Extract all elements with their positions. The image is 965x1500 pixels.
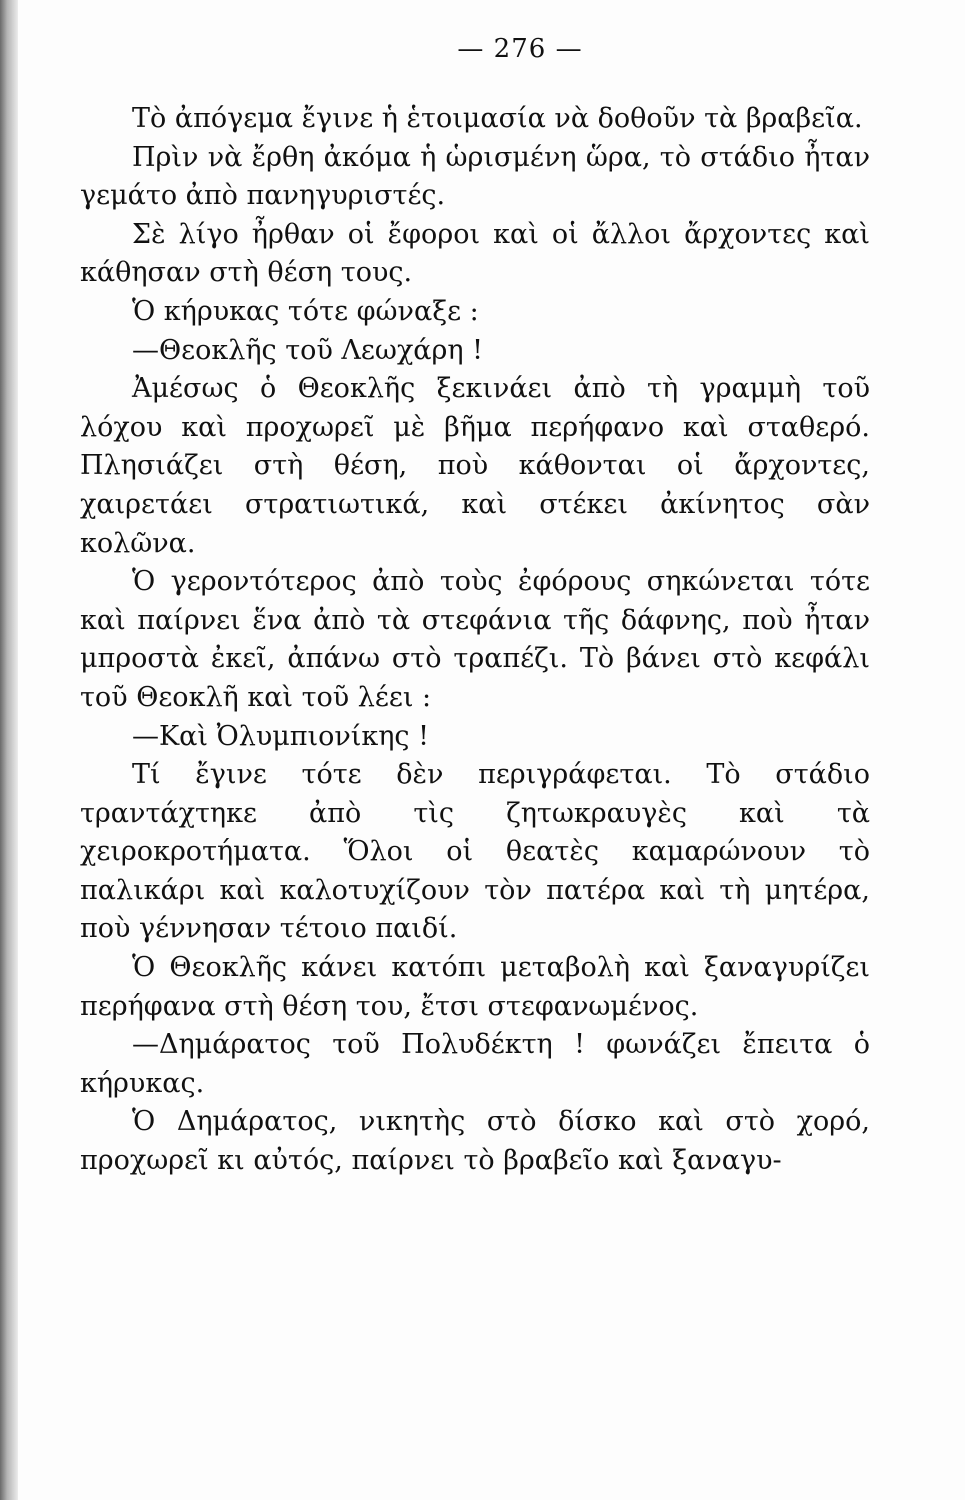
paragraph: —Δημάρατος τοῦ Πολυδέκτη ! φωνάζει ἔπειτα ὁ κήρυκας. xyxy=(80,1029,870,1099)
paragraph: —Θεοκλῆς τοῦ Λεωχάρη ! xyxy=(132,334,484,366)
paragraph: Τί ἔγινε τότε δὲν περιγράφεται. Τὸ στάδιο τραντάχτηκε ἀπὸ τὶς ζητωκραυγὲς καὶ τὰ χειροκροτήματα. Ὅλοι οἱ θεατὲς καμαρώνουν τὸ παλικάρι καὶ καλοτυχίζουν τὸν πατέρα καὶ τὴ μητέρα, ποὺ γέννησαν τέτοιο παιδί. xyxy=(80,759,870,945)
paragraph: Ὁ Θεοκλῆς κάνει κατόπι μεταβολὴ καὶ ξαναγυρίζει περήφανα στὴ θέση του, ἔτσι στεφανωμένος. xyxy=(80,952,870,1022)
page-binding-edge xyxy=(0,0,18,1500)
paragraph: —Καὶ Ὀλυμπιονίκης ! xyxy=(132,720,429,752)
paragraph: Ὁ Δημάρατος, νικητὴς στὸ δίσκο καὶ στὸ χορό, προχωρεῖ κι αὐτός, παίρνει τὸ βραβεῖο καὶ ξαναγυ- xyxy=(80,1106,870,1177)
paragraph: Ἀμέσως ὁ Θεοκλῆς ξεκινάει ἀπὸ τὴ γραμμὴ τοῦ λόχου καὶ προχωρεῖ μὲ βῆμα περήφανο καὶ σταθερό. Πλησιάζει στὴ θέση, ποὺ κάθονται οἱ ἄρχοντες, χαιρετάει στρατιωτικά, καὶ στέκει ἀκίνητος σὰν κολῶνα. xyxy=(80,373,870,559)
paragraph: Πρὶν νὰ ἔρθη ἀκόμα ἡ ὡρισμένη ὥρα, τὸ στάδιο ἦταν γεμάτο ἀπὸ πανηγυριστές. xyxy=(80,141,870,212)
paragraph: Σὲ λίγο ἦρθαν οἱ ἔφοροι καὶ οἱ ἄλλοι ἄρχοντες καὶ κάθησαν στὴ θέση τους. xyxy=(80,218,870,289)
paragraph: Ὁ κήρυκας τότε φώναξε : xyxy=(132,295,479,327)
paragraph: Τὸ ἀπόγεμα ἔγινε ἡ ἑτοιμασία νὰ δοθοῦν τὰ βραβεῖα. xyxy=(132,103,863,134)
page-number: — 276 — xyxy=(457,34,583,64)
paragraph: Ὁ γεροντότερος ἀπὸ τοὺς ἐφόρους σηκώνεται τότε καὶ παίρνει ἕνα ἀπὸ τὰ στεφάνια τῆς δάφνης, ποὺ ἦταν μπροστὰ ἐκεῖ, ἀπάνω στὸ τραπέζι. Τὸ βάνει στὸ κεφάλι τοῦ Θεοκλῆ καὶ τοῦ λέει : xyxy=(80,566,870,713)
body-text xyxy=(80,100,870,1181)
